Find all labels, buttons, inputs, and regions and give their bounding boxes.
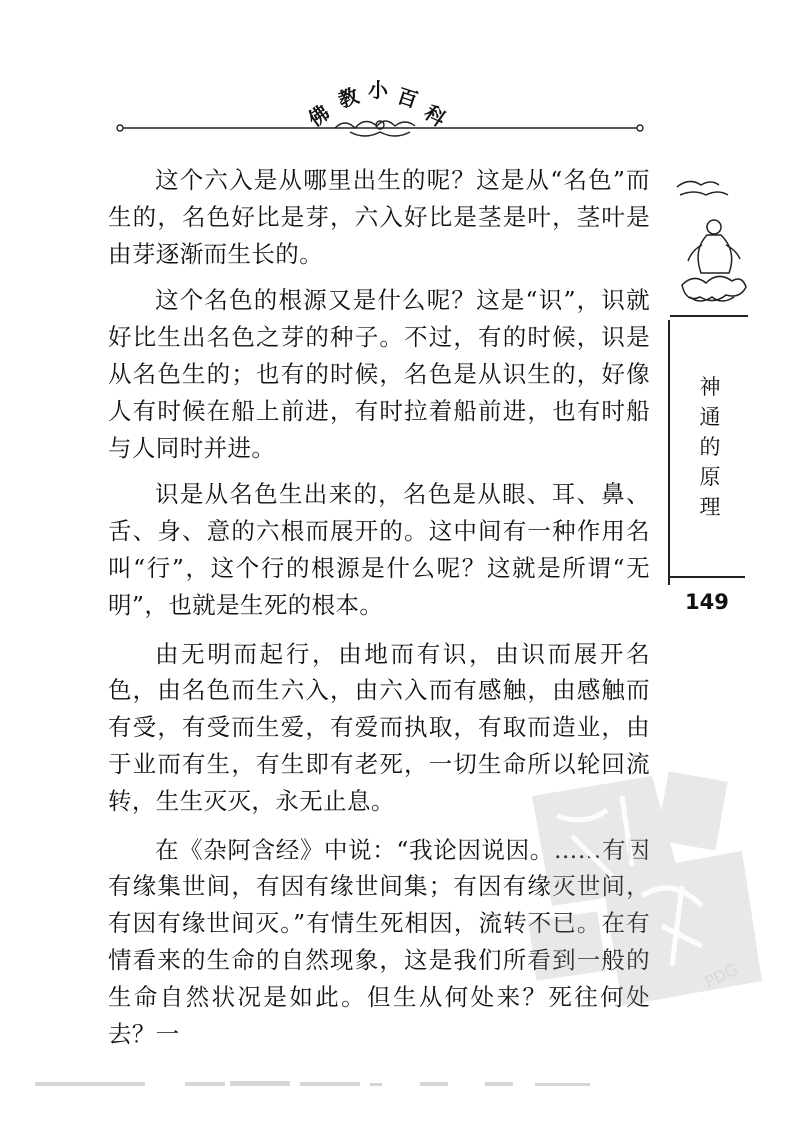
watermark-text: PDG [701, 959, 741, 992]
header-char: 佛 [303, 100, 334, 132]
page-number: 149 [685, 590, 729, 614]
paragraph: 这个六入是从哪里出生的呢？这是从“名色”而生的，名色好比是芽，六入好比是茎是叶，茎叶是由芽逐渐而生长的。 [108, 166, 650, 268]
header-char: 小 [368, 78, 388, 102]
heading-char: 神 [699, 375, 721, 399]
sidebar-rule-page [670, 576, 745, 578]
section-heading-vertical [695, 372, 725, 522]
heading-char: 原 [699, 465, 721, 489]
paragraph: 在《杂阿含经》中说：“我论因说因。……有因有缘集世间，有因有缘世间集；有因有缘灭世间，有因有缘世间灭。”有情生死相因，流转不已。在有情看来的生命的自然现象，这是我们所看到一般的生命自然状况是如此。但生从何处来？死往何处去？一 [108, 835, 650, 1048]
header-char: 百 [394, 83, 421, 113]
library-watermark-stamp [512, 756, 772, 1026]
heading-char: 的 [699, 435, 721, 459]
sidebar-rule-top [670, 315, 748, 317]
sidebar-vertical-rule [668, 320, 670, 585]
deity-on-cloud-illustration-icon [672, 175, 747, 310]
header-ornamental-rule [115, 116, 645, 140]
header-char: 教 [335, 83, 362, 113]
paragraph: 识是从名色生出来的，名色是从眼、耳、鼻、舌、身、意的六根而展开的。这中间有一种作用名叫“行”，这个行的根源是什么呢？这就是所谓“无明”，也就是生死的根本。 [108, 480, 650, 619]
heading-char: 通 [699, 405, 721, 429]
scan-footer-artifacts [35, 1078, 595, 1092]
header-char: 科 [420, 100, 451, 132]
heading-char: 理 [699, 495, 721, 519]
paragraph: 这个名色的根源又是什么呢？这是“识”，识就好比生出名色之芽的种子。不过，有的时候，识是从名色生的；也有的时候，名色是从识生的，好像人有时候在船上前进，有时拉着船前进，也有时船与人同时并进。 [108, 286, 650, 462]
paragraph: 由无明而起行，由地而有识，由识而展开名色，由名色而生六入，由六入而有感触，由感触而有受，有受而生爱，有爱而执取，有取而造业，由于业而有生，有生即有老死，一切生命所以轮回流转，生生灭灭，永无止息。 [108, 639, 650, 815]
